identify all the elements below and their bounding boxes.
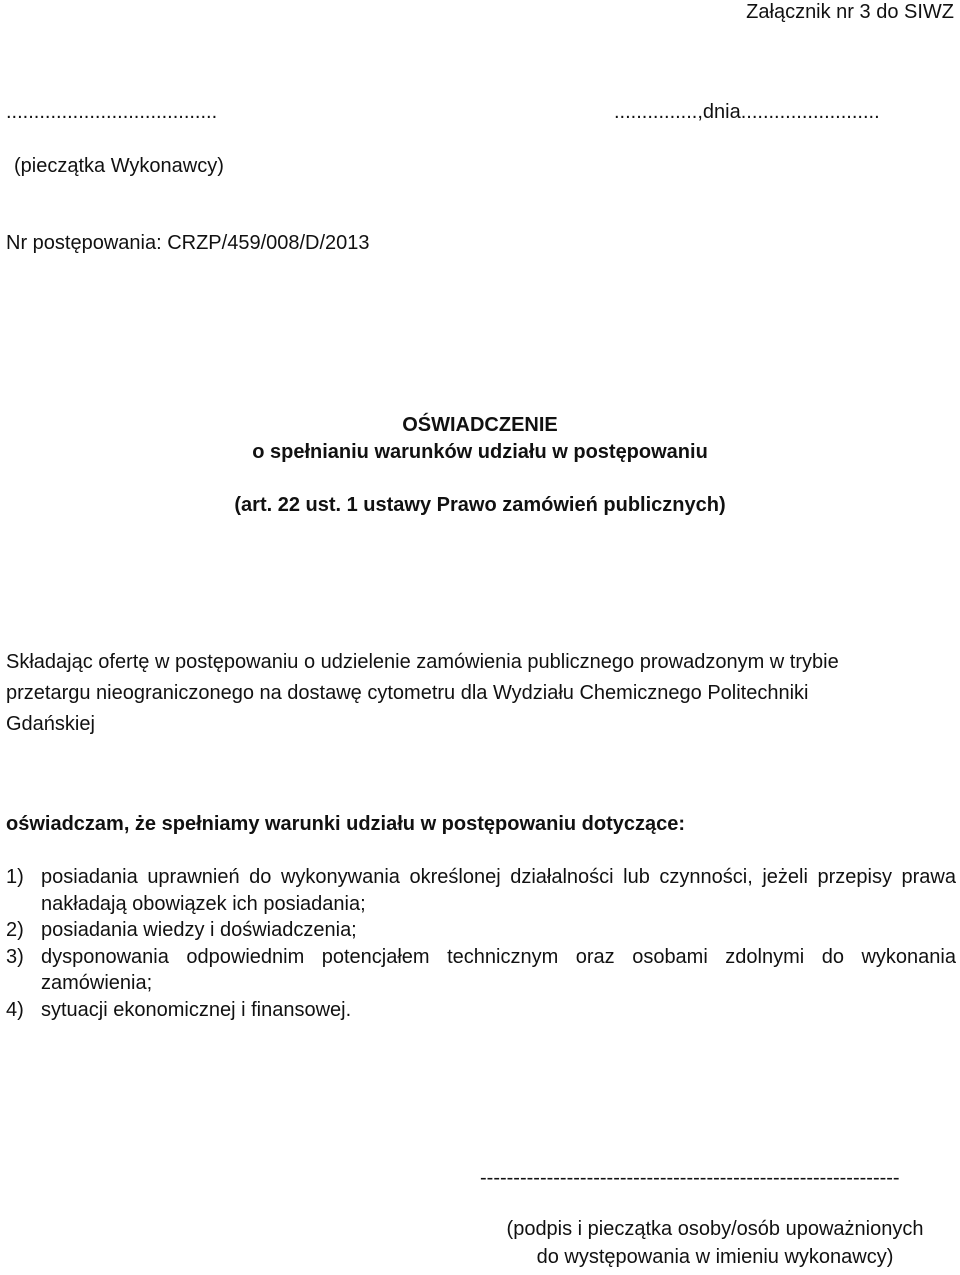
signature-caption-line1: (podpis i pieczątka osoby/osób upoważnionych — [506, 1218, 924, 1240]
conditions-list — [6, 864, 956, 1023]
list-item — [6, 917, 956, 944]
document-title: OŚWIADCZENIE — [402, 414, 558, 436]
signature-line: --------------------------------------------------------------- — [480, 1167, 900, 1189]
stamp-placeholder-dots: ...................................... — [6, 101, 218, 123]
list-item-number: 3) — [6, 945, 24, 968]
procedure-number: Nr postępowania: CRZP/459/008/D/2013 — [6, 232, 370, 254]
list-item — [6, 944, 956, 997]
legal-basis: (art. 22 ust. 1 ustawy Prawo zamówień publicznych) — [234, 494, 726, 516]
list-item — [6, 864, 956, 917]
list-item-number: 2) — [6, 919, 24, 941]
list-item-text: posiadania wiedzy i doświadczenia; — [41, 919, 357, 941]
intro-paragraph: Składając ofertę w postępowaniu o udzielenie zamówienia publicznego prowadzonym w trybie przetargu nieograniczonego na dostawę cytometru dla Wydziału Chemicznego Politechniki Gdańskiej — [6, 651, 839, 735]
list-item-number: 1) — [6, 866, 24, 888]
list-item — [6, 997, 956, 1024]
annex-label: Załącznik nr 3 do SIWZ — [746, 1, 954, 23]
signature-caption-line2: do występowania w imieniu wykonawcy) — [536, 1246, 894, 1268]
list-item-text: dysponowania odpowiednim potencjałem technicznym oraz osobami zdolnymi do wykonania zamówienia; — [41, 945, 956, 994]
declaration-statement: oświadczam, że spełniamy warunki udziału w postępowaniu dotyczące: — [6, 813, 686, 835]
list-item-number: 4) — [6, 998, 24, 1021]
list-item-text: sytuacji ekonomicznej i finansowej. — [41, 998, 352, 1021]
document-subtitle: o spełnianiu warunków udziału w postępowaniu — [252, 441, 708, 463]
stamp-label: (pieczątka Wykonawcy) — [14, 155, 224, 177]
date-placeholder-dots: ...............,dnia......................... — [614, 101, 880, 123]
list-item-text: posiadania uprawnień do wykonywania określonej działalności lub czynności, jeżeli przepisy prawa nakładają obowiązek ich posiadania; — [41, 866, 956, 915]
